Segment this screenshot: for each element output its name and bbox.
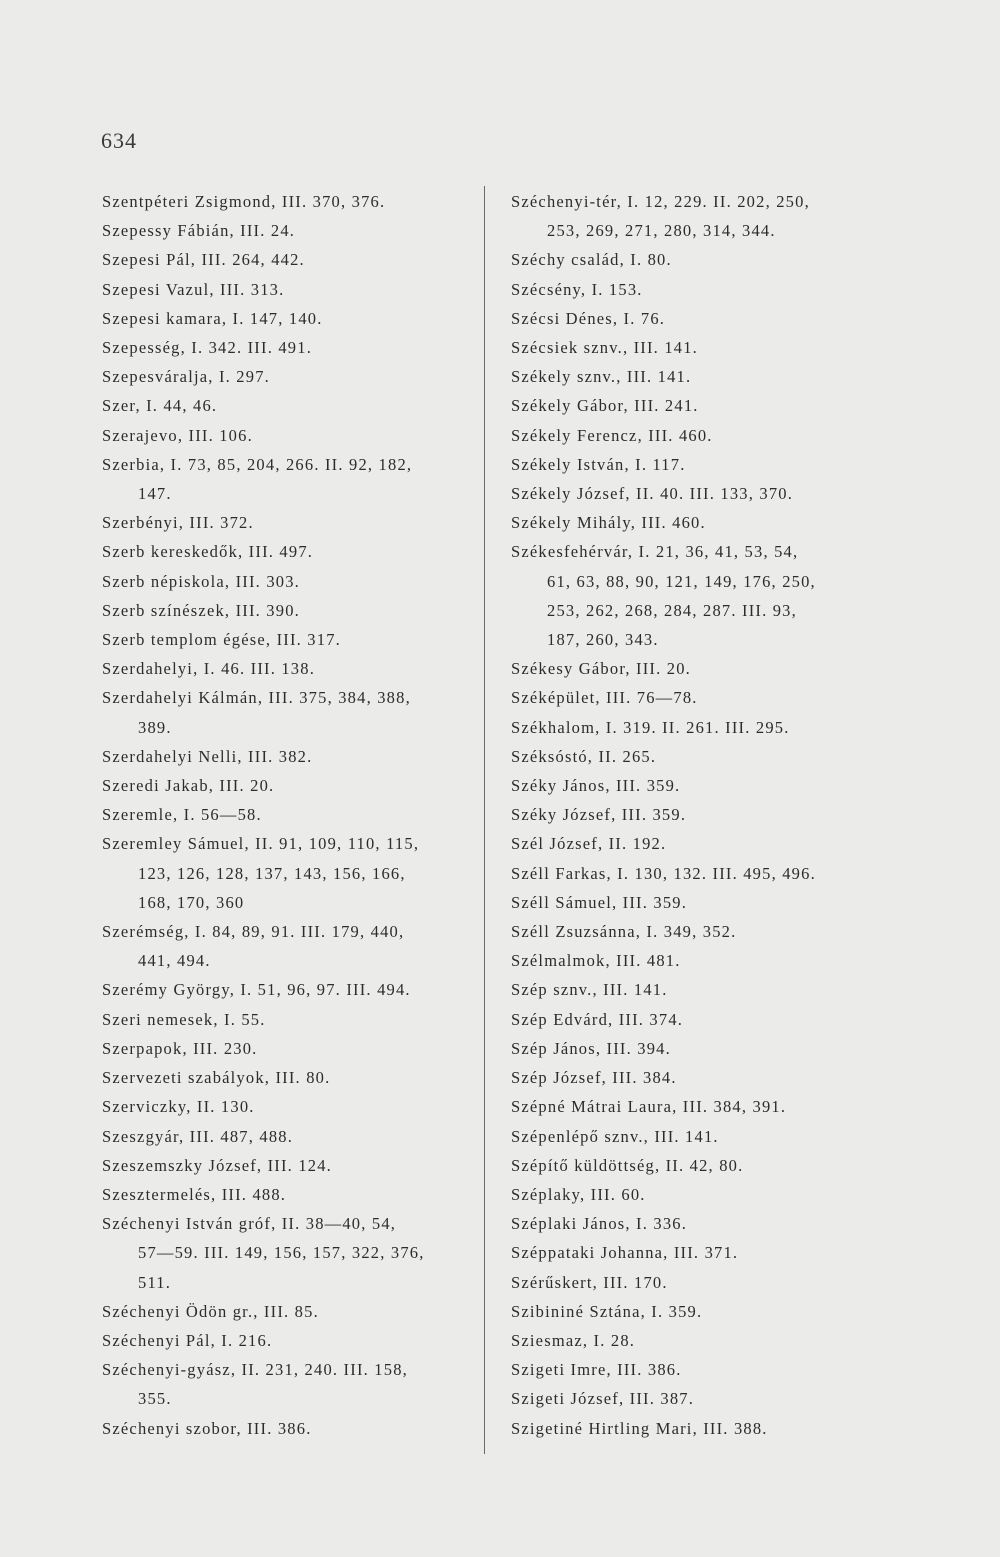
index-entry — [511, 1092, 891, 1121]
index-entry — [102, 1005, 472, 1034]
index-entry — [102, 683, 472, 741]
index-entry — [102, 216, 472, 245]
index-column-right — [511, 187, 891, 1443]
index-entry — [511, 304, 891, 333]
index-entry-text: Szentpéteri Zsigmond, III. 370, 376. — [102, 192, 386, 211]
index-entry-text: Szerviczky, II. 130. — [102, 1097, 255, 1117]
index-entry-continuation: 147. — [138, 484, 172, 504]
index-entry — [102, 596, 472, 625]
index-entry-text: Széplaki János, I. 336. — [511, 1214, 688, 1234]
index-entry-text: Szépenlépő sznv., III. 141. — [511, 1126, 719, 1146]
index-entry-text: Széchenyi Pál, I. 216. — [102, 1330, 273, 1350]
index-entry-text: Székely Gábor, III. 241. — [511, 396, 699, 416]
index-entry-text: Széchy család, I. 80. — [511, 250, 672, 270]
index-entry-continuation: 389. — [138, 717, 172, 737]
index-entry — [511, 508, 891, 537]
index-entry — [102, 537, 472, 566]
index-entry-text: Széchenyi szobor, III. 386. — [102, 1418, 312, 1438]
index-entry-text: Szeremle, I. 56—58. — [102, 805, 262, 825]
index-entry-continuation: 61, 63, 88, 90, 121, 149, 176, 250, — [547, 571, 816, 591]
index-entry-continuation: 253, 262, 268, 284, 287. III. 93, — [547, 600, 797, 620]
index-entry — [102, 304, 472, 333]
index-entry-text: Szeredi Jakab, III. 20. — [102, 776, 275, 796]
index-entry — [511, 1122, 891, 1151]
index-entry — [511, 1297, 891, 1326]
index-entry-text: Szérűskert, III. 170. — [511, 1272, 668, 1292]
index-entry — [511, 1209, 891, 1238]
index-entry-text: Székesy Gábor, III. 20. — [511, 659, 691, 679]
index-entry-text: Szepesség, I. 342. III. 491. — [102, 338, 313, 358]
index-entry-text: Széchenyi-gyász, II. 231, 240. III. 158, — [102, 1360, 408, 1380]
index-entry — [511, 1326, 891, 1355]
index-entry — [511, 1355, 891, 1384]
index-entry-text: Szécsény, I. 153. — [511, 279, 643, 299]
index-entry — [102, 1297, 472, 1326]
index-entry — [511, 333, 891, 362]
index-entry-text: Szécsi Dénes, I. 76. — [511, 308, 666, 328]
index-entry-text: Szerémség, I. 84, 89, 91. III. 179, 440, — [102, 922, 405, 942]
index-entry-text: Szigetiné Hirtling Mari, III. 388. — [511, 1418, 768, 1438]
index-entry-text: Székely Mihály, III. 460. — [511, 513, 706, 533]
index-entry-text: Széképület, III. 76—78. — [511, 688, 698, 708]
index-entry — [511, 771, 891, 800]
index-entry-continuation: 187, 260, 343. — [547, 630, 659, 650]
index-entry-text: Széll Farkas, I. 130, 132. III. 495, 496. — [511, 863, 816, 883]
index-entry-text: Szeszemszky József, III. 124. — [102, 1155, 332, 1175]
index-entry-text: Szerbia, I. 73, 85, 204, 266. II. 92, 182, — [102, 454, 413, 474]
index-entry-text: Székhalom, I. 319. II. 261. III. 295. — [511, 717, 790, 737]
index-entry-text: Sziesmaz, I. 28. — [511, 1330, 636, 1350]
index-entry — [511, 1268, 891, 1297]
index-entry — [511, 421, 891, 450]
index-entry-text: Szepesi Pál, III. 264, 442. — [102, 250, 305, 270]
page-number: 634 — [101, 128, 137, 153]
index-entry-text: Székely József, II. 40. III. 133, 370. — [511, 484, 794, 504]
index-entry — [511, 1063, 891, 1092]
index-entry-text: Szibininé Sztána, I. 359. — [511, 1301, 703, 1321]
index-entry-text: Székesfehérvár, I. 21, 36, 41, 53, 54, — [511, 542, 799, 562]
index-entry — [102, 625, 472, 654]
index-entry-text: Széksóstó, II. 265. — [511, 746, 657, 766]
index-entry — [102, 187, 472, 216]
index-entry-text: Szerdahelyi Kálmán, III. 375, 384, 388, — [102, 688, 411, 708]
index-entry — [511, 245, 891, 274]
index-entry — [511, 917, 891, 946]
index-entry — [102, 421, 472, 450]
column-divider — [484, 186, 485, 1454]
index-entry — [102, 333, 472, 362]
index-entry — [102, 362, 472, 391]
index-entry-text: Szigeti Imre, III. 386. — [511, 1360, 682, 1380]
index-entry — [102, 567, 472, 596]
index-entry-text: Szerdahelyi, I. 46. III. 138. — [102, 659, 316, 679]
index-entry-text: Széky János, III. 359. — [511, 776, 681, 796]
index-entry — [511, 683, 891, 712]
index-entry-text: Szépné Mátrai Laura, III. 384, 391. — [511, 1097, 787, 1117]
index-entry — [511, 1238, 891, 1267]
index-entry-text: Szigeti József, III. 387. — [511, 1389, 695, 1409]
index-entry-text: Szepessy Fábián, III. 24. — [102, 221, 296, 241]
index-entry-text: Szepesváralja, I. 297. — [102, 367, 270, 387]
index-entry — [511, 362, 891, 391]
index-entry-text: Szép Edvárd, III. 374. — [511, 1009, 684, 1029]
index-entry — [511, 654, 891, 683]
index-entry-text: Széppataki Johanna, III. 371. — [511, 1243, 739, 1263]
index-entry-text: Széchenyi István gróf, II. 38—40, 54, — [102, 1214, 397, 1234]
index-entry — [102, 742, 472, 771]
index-entry — [511, 1151, 891, 1180]
index-entry — [102, 654, 472, 683]
index-entry — [102, 1151, 472, 1180]
index-entry-text: Szerb kereskedők, III. 497. — [102, 542, 314, 562]
index-entry — [102, 1034, 472, 1063]
index-entry-text: Szepesi kamara, I. 147, 140. — [102, 308, 323, 328]
index-entry-continuation: 57—59. III. 149, 156, 157, 322, 376, — [138, 1243, 425, 1263]
index-entry — [511, 1034, 891, 1063]
index-entry — [102, 275, 472, 304]
index-entry-text: Széky József, III. 359. — [511, 805, 687, 825]
index-entry — [511, 1180, 891, 1209]
index-entry-text: Szécsiek sznv., III. 141. — [511, 338, 699, 358]
index-entry-text: Szeremley Sámuel, II. 91, 109, 110, 115, — [102, 834, 420, 854]
index-entry-text: Széplaky, III. 60. — [511, 1184, 646, 1204]
index-entry — [102, 1180, 472, 1209]
index-entry — [511, 537, 891, 654]
index-entry — [511, 1005, 891, 1034]
index-entry-continuation: 441, 494. — [138, 951, 211, 971]
index-entry-text: Szeri nemesek, I. 55. — [102, 1009, 266, 1029]
index-entry — [511, 859, 891, 888]
index-entry — [102, 1326, 472, 1355]
index-entry-text: Székely Ferencz, III. 460. — [511, 425, 713, 445]
index-entry — [511, 742, 891, 771]
index-entry-text: Székely István, I. 117. — [511, 454, 686, 474]
index-entry — [511, 391, 891, 420]
index-entry-continuation: 511. — [138, 1272, 172, 1292]
index-entry — [511, 275, 891, 304]
index-entry — [102, 1414, 472, 1443]
index-entry-text: Szerdahelyi Nelli, III. 382. — [102, 746, 313, 766]
index-entry — [102, 1355, 472, 1413]
index-entry-text: Szerpapok, III. 230. — [102, 1038, 258, 1058]
index-entry-text: Szeszgyár, III. 487, 488. — [102, 1126, 294, 1146]
index-entry-text: Széchenyi-tér, I. 12, 229. II. 202, 250, — [511, 192, 810, 211]
index-entry — [102, 508, 472, 537]
index-entry — [511, 187, 891, 245]
index-entry-text: Széll Zsuzsánna, I. 349, 352. — [511, 922, 737, 942]
index-entry-continuation: 355. — [138, 1389, 172, 1409]
index-entry — [102, 391, 472, 420]
index-entry-text: Szer, I. 44, 46. — [102, 396, 218, 416]
index-entry-text: Szerb színészek, III. 390. — [102, 600, 300, 620]
index-column-left — [102, 187, 472, 1443]
index-entry-text: Szépítő küldöttség, II. 42, 80. — [511, 1155, 744, 1175]
index-entry — [102, 917, 472, 975]
index-entry-text: Széll Sámuel, III. 359. — [511, 892, 688, 912]
index-entry-text: Szélmalmok, III. 481. — [511, 951, 681, 971]
index-entry-text: Szép János, III. 394. — [511, 1038, 671, 1058]
index-entry — [511, 1384, 891, 1413]
index-entry — [511, 888, 891, 917]
index-entry-text: Szép sznv., III. 141. — [511, 980, 668, 1000]
index-entry — [102, 771, 472, 800]
index-entry — [102, 450, 472, 508]
index-entry-text: Szesztermelés, III. 488. — [102, 1184, 287, 1204]
index-entry — [511, 479, 891, 508]
index-entry-text: Szerb templom égése, III. 317. — [102, 630, 341, 650]
index-entry-text: Szerémy György, I. 51, 96, 97. III. 494. — [102, 980, 411, 1000]
index-entry — [102, 1209, 472, 1297]
index-entry-continuation: 253, 269, 271, 280, 314, 344. — [547, 221, 776, 241]
index-entry — [102, 245, 472, 274]
index-entry-continuation: 168, 170, 360 — [138, 892, 245, 912]
index-entry-text: Szél József, II. 192. — [511, 834, 667, 854]
index-entry — [102, 1092, 472, 1121]
index-entry-text: Szerajevo, III. 106. — [102, 425, 253, 445]
index-entry — [511, 946, 891, 975]
index-entry — [511, 1414, 891, 1443]
index-entry-text: Székely sznv., III. 141. — [511, 367, 692, 387]
index-entry — [511, 975, 891, 1004]
index-entry — [511, 800, 891, 829]
index-entry-text: Szép József, III. 384. — [511, 1068, 677, 1088]
index-entry — [102, 975, 472, 1004]
index-entry — [511, 713, 891, 742]
index-entry — [102, 829, 472, 917]
index-entry-text: Szerb népiskola, III. 303. — [102, 571, 300, 591]
index-entry-text: Szervezeti szabályok, III. 80. — [102, 1068, 331, 1088]
index-entry — [511, 450, 891, 479]
index-entry-text: Szerbényi, III. 372. — [102, 513, 254, 533]
index-entry-continuation: 123, 126, 128, 137, 143, 156, 166, — [138, 863, 406, 883]
index-entry — [102, 800, 472, 829]
index-entry-text: Széchenyi Ödön gr., III. 85. — [102, 1301, 319, 1321]
index-entry-text: Szepesi Vazul, III. 313. — [102, 279, 285, 299]
index-entry — [102, 1063, 472, 1092]
index-entry — [511, 829, 891, 858]
index-entry — [102, 1122, 472, 1151]
